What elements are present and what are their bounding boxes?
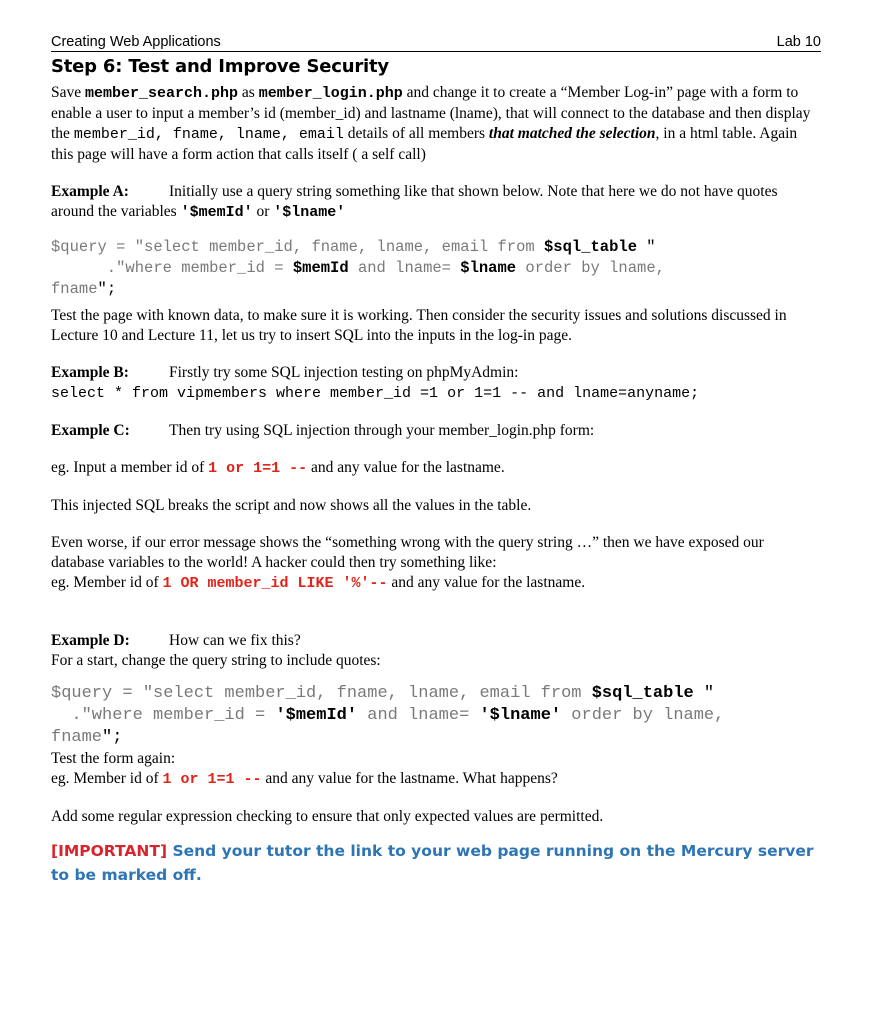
course-title: Creating Web Applications: [51, 34, 221, 50]
query-code-a: $query = "select member_id, fname, lname, email from $sql_table " ."where member_id = $memId and lname= $lname order by lname, fname";: [51, 238, 665, 298]
test-form-again: Test the form again:: [51, 750, 176, 767]
example-d-label: Example D:: [51, 632, 130, 649]
example-c-label: Example C:: [51, 422, 130, 439]
regex-paragraph: Add some regular expression checking to ensure that only expected values are permitted.: [51, 808, 604, 825]
example-a-label: Example A:: [51, 183, 129, 200]
example-c-breaks: This injected SQL breaks the script and now shows all the values in the table.: [51, 497, 532, 514]
important-note: [IMPORTANT] Send your tutor the link to your web page running on the Mercury server to be marked off.: [51, 842, 814, 884]
example-c-injection: eg. Input a member id of 1 or 1=1 -- and any value for the lastname.: [51, 459, 505, 477]
example-d-instruction: For a start, change the query string to include quotes:: [51, 652, 381, 669]
page-header: [51, 30, 821, 52]
document-page: [51, 30, 821, 887]
example-c-paragraph: Example C: Then try using SQL injection through your member_login.php form:: [51, 422, 595, 439]
example-b-label: Example B:: [51, 364, 129, 381]
query-code-d: $query = "select member_id, fname, lname, email from $sql_table " ."where member_id = '$memId' and lname= '$lname' order by lname, fname";: [51, 684, 725, 747]
example-d-paragraph: Example D: How can we fix this?: [51, 632, 301, 649]
intro-paragraph: Save member_search.php as member_login.php and change it to create a “Member Log-in” page with a form to enable a user to input a member’s id (member_id) and lastname (lname), that will connect to the database and then display the member_id, fname, lname, email details of all members that matched the selection, in a html table. Again this page will have a form action that calls itself ( a self call): [51, 84, 811, 163]
example-c-injection-2: eg. Member id of 1 OR member_id LIKE '%'-- and any value for the lastname.: [51, 574, 586, 592]
example-b-sql: select * from vipmembers where member_id =1 or 1=1 -- and lname=anyname;: [51, 385, 700, 402]
step-title: Step 6: Test and Improve Security: [51, 56, 389, 77]
example-a-paragraph: Example A: Initially use a query string something like that shown below. Note that here we do not have quotes around the variables '$memId' or '$lname': [51, 183, 778, 221]
test-form-injection: eg. Member id of 1 or 1=1 -- and any value for the lastname. What happens?: [51, 770, 558, 788]
important-tag: [IMPORTANT]: [51, 842, 168, 860]
lab-number: Lab 10: [776, 34, 821, 50]
test-page-paragraph: Test the page with known data, to make sure it is working. Then consider the security issues and solutions discussed in Lecture 10 and Lecture 11, let us try to insert SQL into the inputs in the log-in page.: [51, 307, 787, 344]
example-b-paragraph: Example B: Firstly try some SQL injection testing on phpMyAdmin:: [51, 364, 519, 381]
example-c-worse: Even worse, if our error message shows the “something wrong with the query string …” then we have exposed our database variables to the world! A hacker could then try something like:: [51, 534, 764, 571]
